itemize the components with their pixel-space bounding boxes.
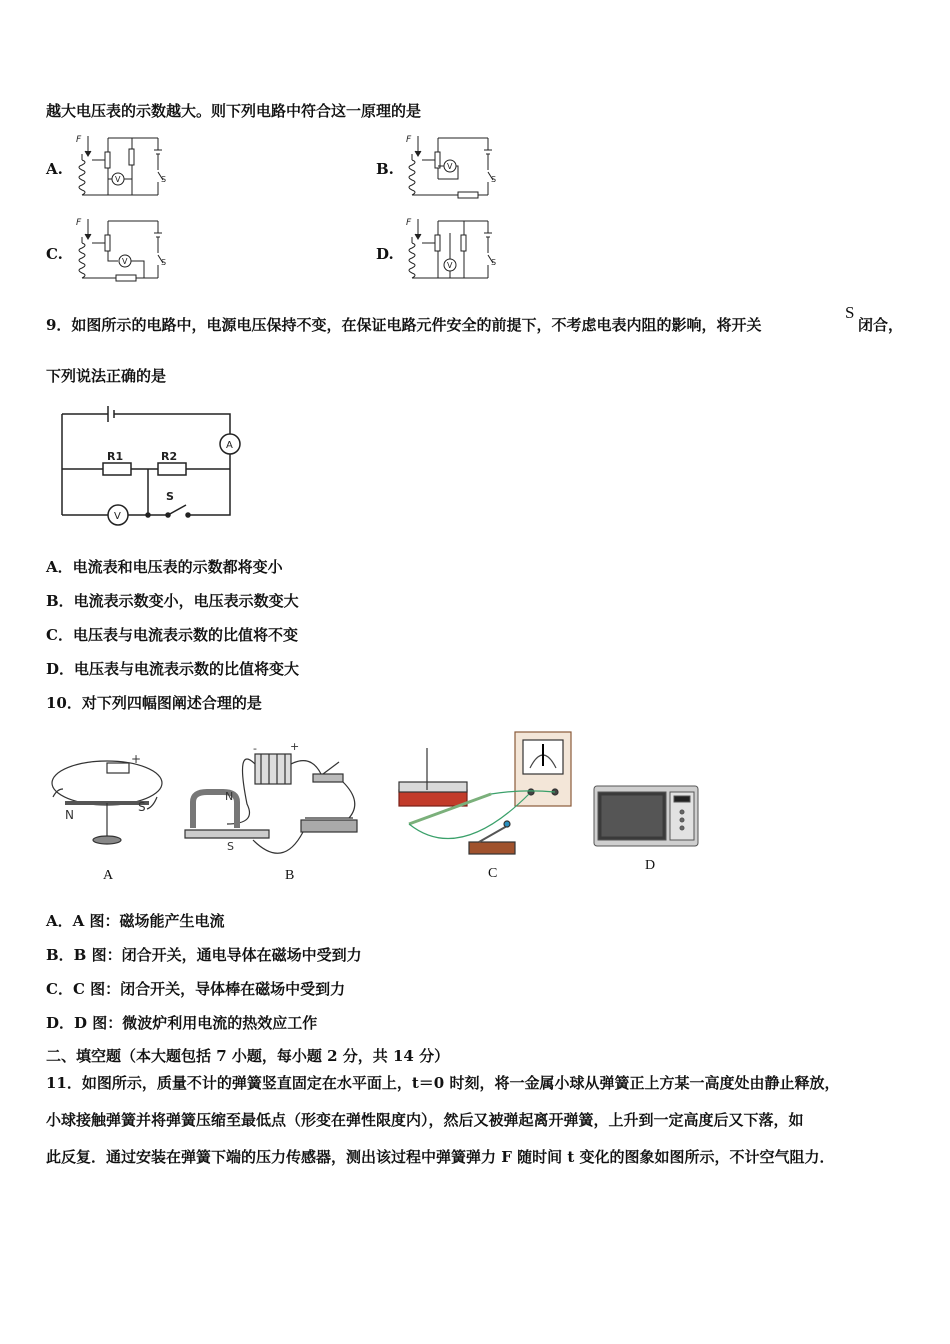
voltmeter-label: V	[447, 261, 453, 270]
q10-option-c[interactable]: C．C 图：闭合开关，导体棒在磁场中受到力	[46, 980, 346, 998]
switch-label: S	[166, 490, 174, 503]
q10-option-a[interactable]: A．A 图：磁场能产生电流	[46, 912, 225, 930]
q11-line2: 小球接触弹簧并将弹簧压缩至最低点（形变在弹性限度内），然后又被弹起离开弹簧，上升到一定高度后又下落，如	[46, 1111, 804, 1129]
battery-plus-label: +	[290, 740, 300, 753]
q11-line3: 此反复．通过安装在弹簧下端的压力传感器，测出该过程中弹簧弹力 F 随时间 t 变化的图象如图所示，不计空气阻力．	[46, 1148, 835, 1166]
q10-option-b[interactable]: B．B 图：闭合开关，通电导体在磁场中受到力	[46, 946, 362, 964]
battery-minus-label: -	[253, 742, 257, 755]
q9-stem-end: 闭合，	[858, 316, 904, 334]
q9-option-a[interactable]: A．电流表和电压表的示数都将变小	[46, 558, 283, 576]
q9-option-d[interactable]: D．电压表与电流表示数的比值将变大	[46, 660, 300, 678]
switch-label: S	[161, 175, 167, 184]
r1-label: R1	[107, 450, 124, 463]
q8-option-a-label[interactable]: A.	[46, 160, 63, 178]
q10-figure-a	[45, 745, 175, 850]
switch-label: S	[161, 258, 167, 267]
q10-caption-a: A	[103, 868, 114, 883]
q9-stem-line1	[46, 315, 761, 335]
q8-circuit-c	[70, 215, 175, 283]
q8-option-b-label[interactable]: B.	[376, 160, 394, 178]
q10-figure-c	[395, 730, 580, 860]
magnet-n-label: N	[225, 790, 234, 803]
q9-stem-line2: 下列说法正确的是	[46, 367, 167, 385]
force-label: F	[76, 135, 82, 145]
q10-caption-b: B	[285, 868, 295, 883]
voltmeter-label: V	[114, 511, 121, 522]
q10-figure-d	[592, 782, 702, 850]
q9-switch-symbol: S	[845, 303, 855, 322]
ammeter-label: A	[226, 440, 233, 451]
q9-circuit-diagram	[58, 402, 248, 527]
battery-plus-label: +	[131, 752, 142, 766]
switch-label: S	[491, 175, 497, 184]
voltmeter-label: V	[447, 162, 453, 171]
q10-stem: 10．对下列四幅图阐述合理的是	[46, 694, 262, 712]
force-label: F	[76, 218, 82, 228]
voltmeter-label: V	[115, 175, 121, 184]
force-label: F	[406, 135, 412, 145]
q9-option-b[interactable]: B．电流表示数变小，电压表示数变大	[46, 592, 299, 610]
q8-circuit-b	[400, 132, 505, 200]
magnet-s-label: S	[227, 840, 234, 853]
r2-label: R2	[161, 450, 178, 463]
section2-heading: 二、填空题（本大题包括 7 小题，每小题 2 分，共 14 分）	[46, 1047, 450, 1065]
q8-stem-tail: 越大电压表的示数越大。则下列电路中符合这一原理的是	[46, 102, 422, 120]
q9-stem-text: 9．如图所示的电路中，电源电压保持不变，在保证电路元件安全的前提下，不考虑电表内阻的影响，将开关	[46, 316, 762, 334]
q10-option-d[interactable]: D．D 图：微波炉利用电流的热效应工作	[46, 1014, 318, 1032]
q8-option-c-label[interactable]: C.	[46, 245, 63, 263]
q10-caption-d: D	[645, 858, 656, 873]
battery-minus-label: -	[93, 754, 98, 768]
force-label: F	[406, 218, 412, 228]
q8-circuit-a	[70, 132, 175, 200]
q8-circuit-d	[400, 215, 505, 283]
q9-option-c[interactable]: C．电压表与电流表示数的比值将不变	[46, 626, 298, 644]
q11-line1: 11．如图所示，质量不计的弹簧竖直固定在水平面上，t＝0 时刻，将一金属小球从弹簧正上方某一高度处由静止释放，	[46, 1074, 840, 1092]
q10-caption-c: C	[488, 866, 498, 881]
q10-figure-b	[183, 740, 373, 860]
switch-label: S	[491, 258, 497, 267]
q8-option-d-label[interactable]: D.	[376, 245, 394, 263]
needle-n-label: N	[65, 808, 74, 822]
needle-s-label: S	[138, 800, 146, 814]
voltmeter-label: V	[122, 257, 128, 266]
